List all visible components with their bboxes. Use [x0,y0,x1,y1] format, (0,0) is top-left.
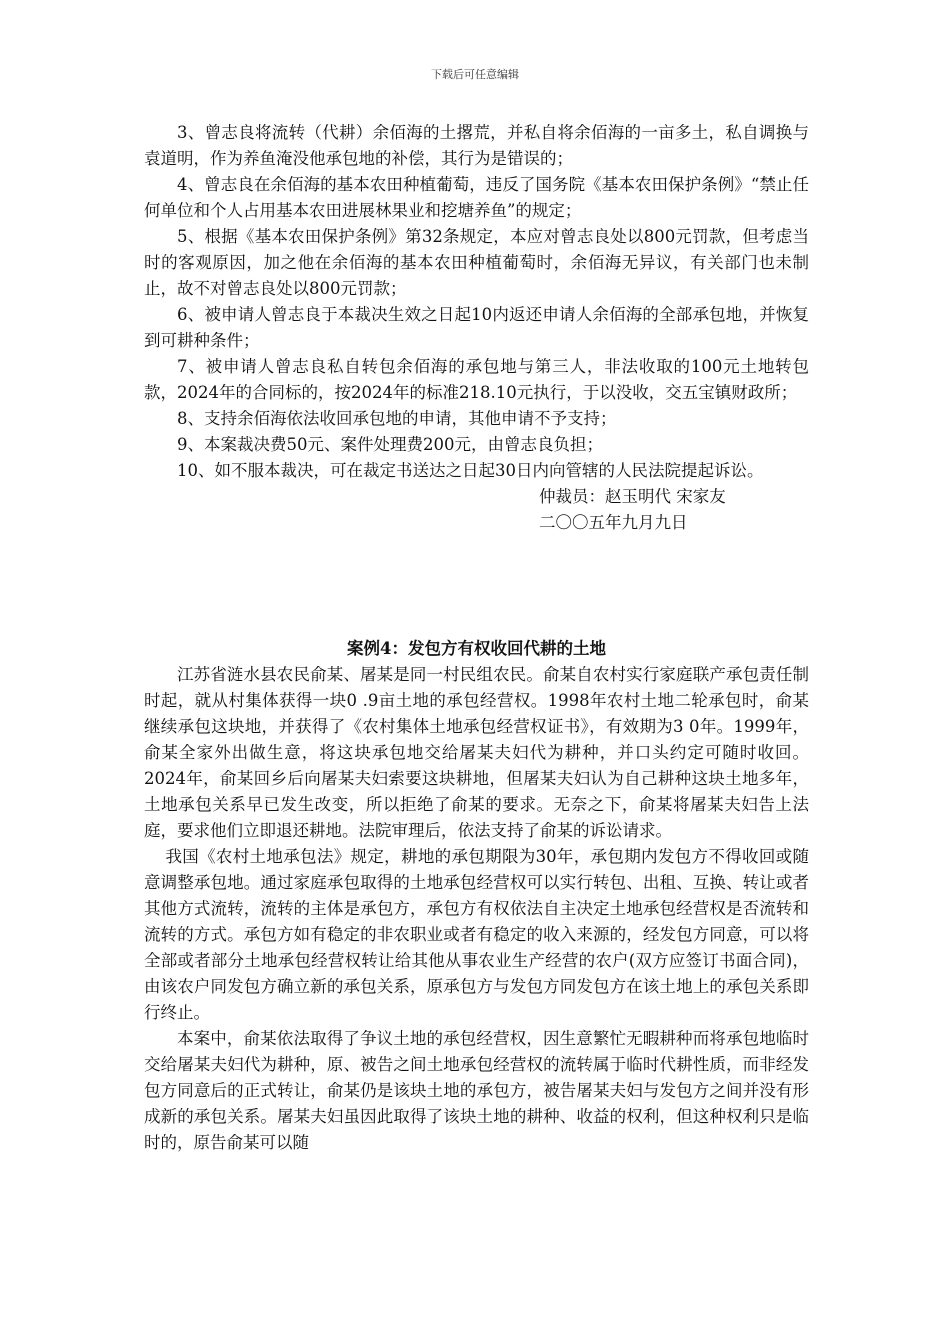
case-4-title: 案例4：发包方有权收回代耕的土地 [347,639,606,658]
case-4-paragraph: 我国《农村土地承包法》规定，耕地的承包期限为30年，承包期内发包方不得收回或随意调整承包地。通过家庭承包取得的土地承包经营权可以实行转包、出租、互换、转让或者其他方式流转，流转的主体是承包方，承包方有权依法自主决定土地承包经营权是否流转和流转的方式。承包方如有稳定的非农职业或者有稳定的收入来源的，经发包方同意，可以将全部或者部分土地承包经营权转让给其他从事农业生产经营的农户(双方应签订书面合同)，由该农户同发包方确立新的承包关系，原承包方与发包方同发包方在该土地上的承包关系即行终止。 [144,847,809,1022]
ruling-item-8: 8、支持余佰海依法收回承包地的申请，其他申请不予支持； [177,409,617,428]
ruling-date: 二〇〇五年九月九日 [539,513,688,532]
document-body [144,120,809,1156]
section-spacer [144,536,809,636]
ruling-item-9: 9、本案裁决费50元、案件处理费200元，由曾志良负担； [177,435,603,454]
case-4-paragraph: 江苏省涟水县农民俞某、屠某是同一村民组农民。俞某自农村实行家庭联产承包责任制时起，就从村集体获得一块0 .9亩土地的承包经营权。1998年农村土地二轮承包时，俞某继续承包这块地，并获得了《农村集体土地承包经营权证书》，有效期为3 0年。1999年，俞某全家外出做生意，将这块承包地交给屠某夫妇代为耕种，并口头约定可随时收回。2024年，俞某回乡后向屠某夫妇索要这块耕地，但屠某夫妇认为自己耕种这块土地多年，土地承包关系早已发生改变，所以拒绝了俞某的要求。无奈之下，俞某将屠某夫妇告上法庭，要求他们立即退还耕地。法院审理后，依法支持了俞某的诉讼请求。 [144,665,809,840]
ruling-item-3: 3、曾志良将流转（代耕）余佰海的土撂荒，并私自将余佰海的一亩多土，私自调换与袁道明，作为养鱼淹没他承包地的补偿，其行为是错误的； [144,123,809,168]
ruling-item-6: 6、被申请人曾志良于本裁决生效之日起10内返还申请人余佰海的全部承包地，并恢复到可耕种条件； [144,305,809,350]
ruling-item-10: 10、如不服本裁决，可在裁定书送达之日起30日内向管辖的人民法院提起诉讼。 [177,461,764,480]
page-header-note: 下载后可任意编辑 [431,68,519,81]
ruling-item-5: 5、根据《基本农田保护条例》第32条规定，本应对曾志良处以800元罚款，但考虑当时的客观原因，加之他在余佰海的基本农田种植葡萄时，余佰海无异议，有关部门也未制止，故不对曾志良处以800元罚款； [144,227,809,298]
ruling-item-7: 7、被申请人曾志良私自转包余佰海的承包地与第三人，非法收取的100元土地转包款，2024年的合同标的，按2024年的标准218.10元执行，于以没收，交五宝镇财政所； [144,357,809,402]
case-4-paragraph: 本案中，俞某依法取得了争议土地的承包经营权，因生意繁忙无暇耕种而将承包地临时交给屠某夫妇代为耕种，原、被告之间土地承包经营权的流转属于临时代耕性质，而非经发包方同意后的正式转让，俞某仍是该块土地的承包方，被告屠某夫妇与发包方之间并没有形成新的承包关系。屠某夫妇虽因此取得了该块土地的耕种、收益的权利，但这种权利只是临时的，原告俞某可以随 [144,1029,809,1152]
arbitrators-signature: 仲裁员：赵玉明代 宋家友 [539,487,726,506]
ruling-item-4: 4、曾志良在余佰海的基本农田种植葡萄，违反了国务院《基本农田保护条例》“禁止任何单位和个人占用基本农田进展林果业和挖塘养鱼”的规定； [144,175,809,220]
